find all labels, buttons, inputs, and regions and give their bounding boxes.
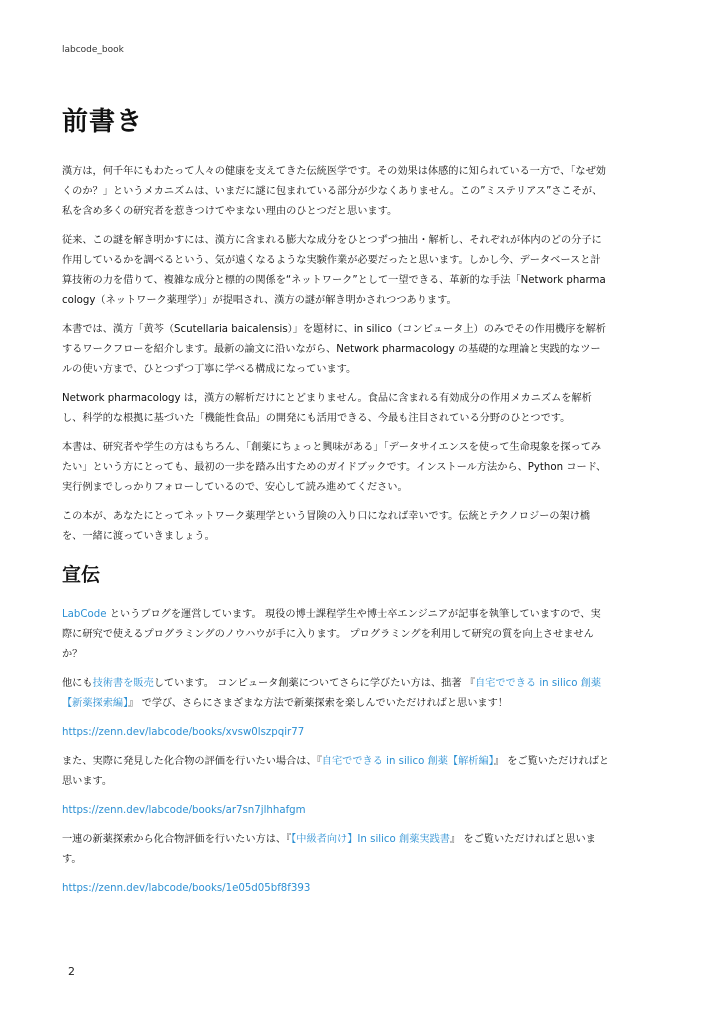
ad-blog-text: というブログを運営しています。 現役の博士課程学生や博士卒エンジニアが記事を執筆していますので、実際に研究で使えるプログラミングのノウハウが手に入ります。 プログラミングを利用して研究の質を向上させませんか？ <box>62 609 601 660</box>
url-paragraph-3 <box>62 879 610 899</box>
book-practice-url[interactable]: https://zenn.dev/labcode/books/1e05d05bf8f393 <box>62 883 311 894</box>
ad-analysis-pre: また、実際に発見した化合物の評価を行いたい場合は、『 <box>62 756 322 767</box>
tech-books-link[interactable]: 技術書を販売 <box>92 678 154 689</box>
ad-books-pre: 他にも <box>62 678 93 689</box>
preface-paragraph-1: 漢方は，何千年にもわたって人々の健康を支えてきた伝統医学です。その効果は体感的に知られている一方で、「なぜ効くのか？」というメカニズムは、いまだに謎に包まれている部分が少なくありません。この”ミステリアス”さこそが、私を含め多くの研究者を惹きつけてやまない理由のひとつだと思います。 <box>62 166 606 217</box>
ad-heading: 宣伝 <box>62 564 101 586</box>
ad-paragraph-analysis <box>62 752 610 792</box>
page-number: 2 <box>68 965 75 978</box>
preface-paragraph-5: 本書は、研究者や学生の方はもちろん、「創薬にちょっと興味がある」「データサイエンスを使って生命現象を探ってみたい」という方にとっても、最初の一歩を踏み出すためのガイドブックです。インストール方法から、Python コード、実行例までしっかりフォローしているので、安心して読み進めてください。 <box>62 442 607 493</box>
preface-paragraph-6: この本が、あなたにとってネットワーク薬理学という冒険の入り口になれば幸いです。伝統とテクノロジーの架け橋を、一緒に渡っていきましょう。 <box>62 511 591 542</box>
preface-paragraph-2: 従来、この謎を解き明かすには、漢方に含まれる膨大な成分をひとつずつ抽出・解析し、それぞれが体内のどの分子に作用しているかを調べるという、気が遠くなるような実験作業が必要だったと思います。しかし今、データベースと計算技術の力を借りて、複雑な成分と標的の関係を“ネットワーク”として一望できる、革新的な手法「Network pharmacology（ネットワーク薬理学）」が提唱され、漢方の謎が解き明かされつつあります。 <box>62 235 606 306</box>
ad-books-mid: しています。 コンピュータ創薬についてさらに学びたい方は、拙著 『 <box>153 678 475 689</box>
ad-paragraph-blog <box>62 605 610 665</box>
ad-paragraph-books <box>62 674 610 714</box>
book-analysis-link[interactable]: 自宅でできる in silico 創薬【解析編】 <box>321 756 494 767</box>
url-paragraph-1 <box>62 723 610 743</box>
url-paragraph-2 <box>62 801 610 821</box>
book-analysis-url[interactable]: https://zenn.dev/labcode/books/ar7sn7jlhhafgm <box>62 805 306 816</box>
ad-paragraph-practice <box>62 830 610 870</box>
page-content <box>62 104 610 908</box>
preface-paragraph-4: Network pharmacology は，漢方の解析だけにとどまりません。食品に含まれる有効成分の作用メカニズムを解析し、科学的な根拠に基づいた「機能性食品」の開発にも活用できる、今最も注目されている分野のひとつです。 <box>62 393 592 424</box>
ad-practice-post: 』 をご覧いただければと思います。 <box>62 834 596 865</box>
preface-paragraph-3: 本書では、漢方「黄芩（Scutellaria baicalensis）」を題材に、in silico（コンピュータ上）のみでその作用機序を解析するワークフローを紹介します。最新の論文に沿いながら、Network pharmacology の基礎的な理論と実践的なツールの使い方まで、ひとつずつ丁寧に学べる構成になっています。 <box>62 324 606 375</box>
preface-heading: 前書き <box>62 107 144 137</box>
labcode-blog-link[interactable]: LabCode <box>62 609 107 620</box>
book-discovery-url[interactable]: https://zenn.dev/labcode/books/xvsw0lszpqir77 <box>62 727 305 738</box>
ad-books-post: 』 で学び、さらにさまざまな方法で新薬探索を楽しんでいただければと思います！ <box>128 698 508 709</box>
ad-analysis-post: 』 をご覧いただければと思います。 <box>62 756 610 787</box>
ad-practice-pre: 一連の新薬探索から化合物評価を行いたい方は、『 <box>62 834 292 845</box>
book-discovery-link[interactable]: 自宅でできる in silico 創薬【新薬探索編】 <box>62 678 602 709</box>
running-header: labcode_book <box>62 45 124 55</box>
book-practice-link[interactable]: 【中級者向け】In silico 創薬実践書 <box>291 834 450 845</box>
